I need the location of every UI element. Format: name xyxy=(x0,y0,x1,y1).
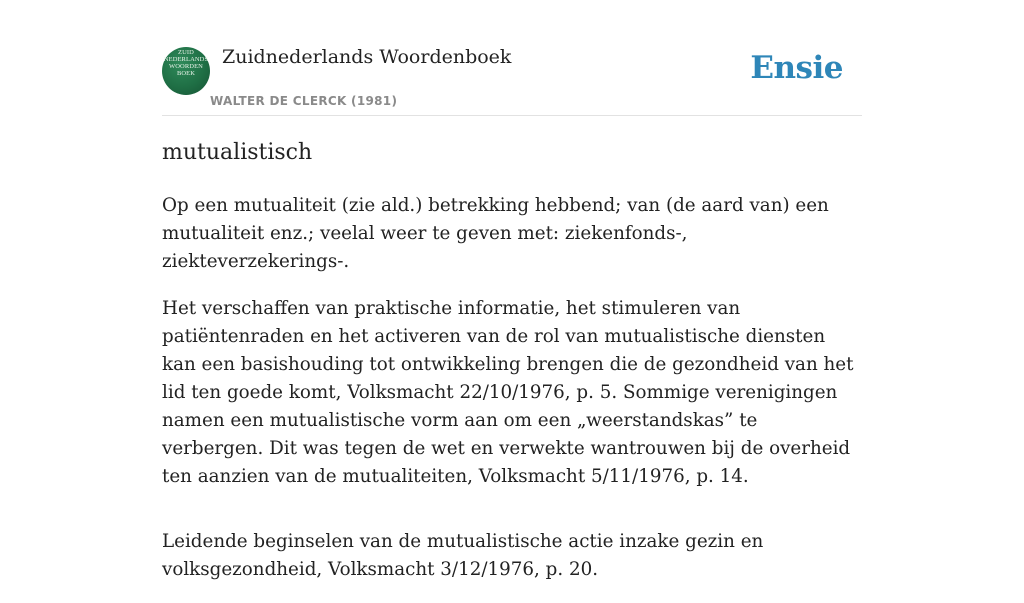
source-header xyxy=(162,0,862,116)
entry-title: mutualistisch xyxy=(162,140,313,165)
content-container xyxy=(162,0,862,580)
entry-example: Leidende beginselen van de mutualistische actie inzake gezin en volksgezondheid, Volksmacht 3/12/1976, p. 20. xyxy=(162,531,764,580)
entry-definition: Op een mutualiteit (zie ald.) betrekking hebbend; van (de aard van) een mutualiteit enz.; veelal weer te geven met: ziekenfonds-, ziekteverzekerings-. xyxy=(162,195,829,272)
ensie-logo-link[interactable]: Ensie xyxy=(750,50,843,86)
source-logo[interactable] xyxy=(162,47,210,95)
entry-example: Het verschaffen van praktische informatie, het stimuleren van patiëntenraden en het activeren van de rol van mutualistische diensten kan een basishouding tot ontwikkeling brengen die de gezondheid van het lid ten goede komt, Volksmacht 22/10/1976, p. 5. Sommige verenigingen namen een mutualistische vorm aan om een „weerstandskas” te verbergen. Dit was tegen de wet en verwekte wantrouwen bij de overheid ten aanzien van de mutualiteiten, Volksmacht 5/11/1976, p. 14. xyxy=(162,298,854,487)
source-title[interactable]: Zuidnederlands Woordenboek xyxy=(222,46,512,68)
entry-body xyxy=(162,192,862,603)
source-author: WALTER DE CLERCK (1981) xyxy=(210,94,398,108)
source-logo-lettering: ZUID NEDERLANDS WOORDEN BOEK xyxy=(163,49,209,77)
